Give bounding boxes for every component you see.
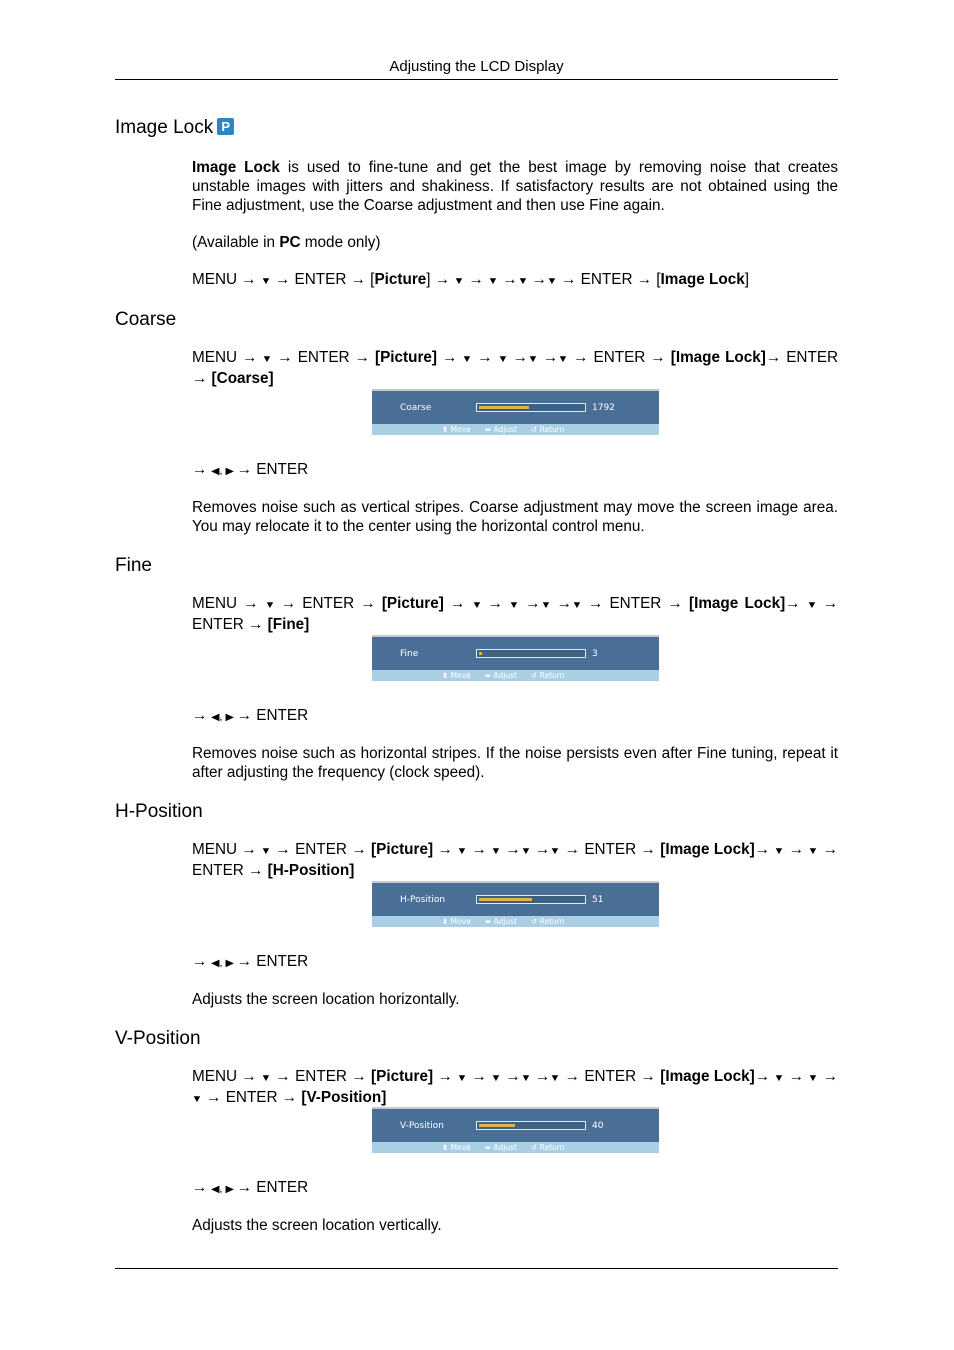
arrow: →	[437, 841, 453, 858]
arrow: →	[471, 841, 487, 858]
down-arrow-icon: ▼	[527, 354, 539, 365]
path-target: [H-Position]	[267, 862, 355, 879]
image-lock-heading	[115, 117, 234, 139]
arrow: →	[587, 595, 604, 612]
path-target: [Coarse]	[211, 370, 274, 387]
down-arrow-icon: ▼	[549, 846, 561, 857]
coarse-menu-path	[192, 348, 838, 388]
down-arrow-icon: ▼	[260, 846, 272, 857]
image-lock-menu-path	[192, 270, 838, 291]
osd-hint-bar	[372, 916, 659, 927]
left-right-arrows-icon: ◀, ▶	[210, 1184, 234, 1195]
down-arrow-icon: ▼	[540, 600, 551, 611]
arrow: →	[242, 349, 258, 366]
arrow: →	[277, 349, 293, 366]
arrow: →	[241, 1068, 257, 1085]
intro-term: Image Lock	[192, 159, 280, 176]
osd-level-fill	[479, 406, 529, 409]
path-enter: ENTER	[609, 595, 662, 612]
osd-level-bar	[476, 403, 586, 412]
osd-level-bar	[476, 649, 586, 658]
fine-menu-path	[192, 594, 838, 634]
path-target: [V-Position]	[301, 1089, 387, 1106]
v-position-adjust-step	[192, 1178, 838, 1199]
down-arrow-icon: ▼	[806, 600, 818, 611]
osd-move-hint: ⬍ Move	[442, 917, 471, 926]
path-enter: ENTER	[295, 1068, 347, 1085]
arrow: →	[275, 1068, 291, 1085]
path-target: [Fine]	[267, 616, 310, 633]
path-image-lock: [Image Lock]	[670, 349, 766, 366]
arrow: →	[206, 1089, 222, 1106]
osd-level-bar	[476, 1121, 586, 1130]
path-enter: ENTER	[786, 349, 839, 366]
arrow: →	[573, 349, 589, 366]
down-arrow-icon: ▼	[508, 600, 520, 611]
osd-value: 3	[592, 649, 598, 659]
path-text: → ENTER → [	[270, 271, 375, 288]
path-picture: [Picture]	[381, 595, 444, 612]
arrow: →	[650, 349, 666, 366]
down-arrow-icon: ▼	[549, 1073, 561, 1084]
down-arrow-icon: ▼	[497, 354, 509, 365]
arrow: →	[765, 349, 782, 366]
path-picture: Picture	[374, 271, 427, 288]
path-text: →	[464, 271, 489, 288]
down-arrow-icon: ▼	[546, 276, 558, 287]
arrow: →	[535, 841, 551, 858]
down-arrow-icon: ▼	[456, 1073, 468, 1084]
arrow: →	[450, 595, 466, 612]
arrow: →	[564, 841, 580, 858]
path-text: → ENTER → [	[556, 271, 661, 288]
arrow: →	[822, 841, 838, 858]
osd-label: H-Position	[400, 895, 446, 905]
down-arrow-icon: ▼	[807, 1073, 819, 1084]
arrow: →	[640, 841, 656, 858]
down-arrow-icon: ▼	[571, 600, 583, 611]
path-enter: ENTER	[584, 841, 637, 858]
down-arrow-icon: ▼	[456, 846, 468, 857]
image-lock-intro	[192, 158, 838, 215]
down-arrow-icon: ▼	[807, 846, 819, 857]
osd-value: 51	[592, 895, 604, 905]
path-menu: MENU	[192, 1068, 238, 1085]
h-position-menu-path	[192, 840, 838, 880]
osd-value: 40	[592, 1121, 604, 1131]
down-arrow-icon: ▼	[264, 600, 276, 611]
path-text: ] →	[426, 271, 455, 288]
step-enter: → ENTER	[232, 1179, 309, 1196]
path-enter: ENTER	[192, 862, 244, 879]
v-position-menu-path	[192, 1067, 838, 1109]
osd-adjust-hint: ⬌ Adjust	[484, 917, 517, 926]
down-arrow-icon: ▼	[490, 1073, 502, 1084]
path-image-lock: [Image Lock]	[660, 841, 755, 858]
path-enter: ENTER	[225, 1089, 278, 1106]
left-right-arrows-icon: ◀, ▶	[210, 958, 234, 969]
down-arrow-icon: ▼	[191, 1094, 203, 1105]
left-right-arrows-icon: ◀, ▶	[210, 712, 234, 723]
avail-pre: (Available in	[192, 234, 280, 251]
down-arrow-icon: ▼	[461, 354, 473, 365]
arrow: →	[248, 862, 264, 879]
left-right-arrows-icon: ◀, ▶	[210, 466, 234, 477]
arrow: →	[477, 349, 493, 366]
down-arrow-icon: ▼	[557, 354, 569, 365]
coarse-osd-screenshot	[372, 389, 659, 437]
osd-label: V-Position	[400, 1121, 444, 1131]
arrow: →	[556, 595, 572, 612]
fine-adjust-step	[192, 706, 838, 727]
path-image-lock: [Image Lock]	[688, 595, 786, 612]
footer-rule	[115, 1268, 838, 1269]
v-position-osd-screenshot	[372, 1107, 659, 1155]
down-arrow-icon: ▼	[520, 1073, 532, 1084]
arrow: →	[437, 1068, 453, 1085]
arrow: →	[192, 707, 208, 724]
osd-label: Fine	[400, 649, 419, 659]
down-arrow-icon: ▼	[261, 354, 273, 365]
path-image-lock: [Image Lock]	[660, 1068, 755, 1085]
down-arrow-icon: ▼	[487, 276, 499, 287]
osd-adjust-hint: ⬌ Adjust	[484, 671, 517, 680]
osd-adjust-hint: ⬌ Adjust	[484, 425, 517, 434]
arrow: →	[243, 595, 259, 612]
path-text: →	[527, 271, 547, 288]
osd-return-hint: ↺ Return	[530, 917, 565, 926]
arrow: →	[248, 616, 264, 633]
arrow: →	[192, 461, 208, 478]
arrow: →	[192, 1179, 208, 1196]
osd-return-hint: ↺ Return	[530, 425, 565, 434]
arrow: →	[667, 595, 683, 612]
fine-description: Removes noise such as horizontal stripes. If the noise persists even after Fine tuning, repeat it after adjusting the frequency (clock speed).	[192, 745, 838, 781]
arrow: →	[192, 953, 208, 970]
path-text: ]	[744, 271, 749, 288]
arrow: →	[788, 1068, 805, 1085]
down-arrow-icon: ▼	[260, 276, 272, 287]
down-arrow-icon: ▼	[517, 276, 528, 287]
arrow: →	[442, 349, 458, 366]
path-text: MENU →	[192, 271, 261, 288]
step-enter: → ENTER	[232, 461, 309, 478]
path-enter: ENTER	[584, 1068, 637, 1085]
osd-move-hint: ⬍ Move	[442, 425, 471, 434]
down-arrow-icon: ▼	[490, 846, 502, 857]
arrow: →	[241, 841, 257, 858]
availability-note	[192, 233, 838, 252]
path-picture: [Picture]	[371, 1068, 434, 1085]
arrow: →	[360, 595, 376, 612]
arrow: →	[280, 595, 297, 612]
fine-heading: Fine	[115, 555, 152, 576]
avail-mode: PC	[279, 234, 301, 251]
path-menu: MENU	[192, 349, 238, 366]
arrow: →	[822, 595, 839, 612]
path-text: →	[497, 271, 518, 288]
arrow: →	[192, 370, 208, 387]
osd-hint-bar	[372, 670, 659, 681]
arrow: →	[525, 595, 541, 612]
step-enter: → ENTER	[232, 953, 309, 970]
h-position-heading: H-Position	[115, 801, 203, 822]
pc-mode-badge-icon: P	[217, 118, 234, 135]
arrow: →	[487, 595, 503, 612]
path-enter: ENTER	[192, 616, 244, 633]
arrow: →	[471, 1068, 487, 1085]
arrow: →	[564, 1068, 580, 1085]
arrow: →	[788, 841, 805, 858]
path-enter: ENTER	[295, 841, 347, 858]
osd-move-hint: ⬍ Move	[442, 671, 471, 680]
image-lock-title: Image Lock	[115, 117, 214, 138]
arrow: →	[754, 1068, 771, 1085]
down-arrow-icon: ▼	[773, 1073, 785, 1084]
down-arrow-icon: ▼	[773, 846, 785, 857]
arrow: →	[542, 349, 559, 366]
down-arrow-icon: ▼	[520, 846, 532, 857]
arrow: →	[505, 1068, 521, 1085]
osd-hint-bar	[372, 1142, 659, 1153]
path-menu: MENU	[192, 595, 238, 612]
arrow: →	[351, 1068, 367, 1085]
osd-move-hint: ⬍ Move	[442, 1143, 471, 1152]
down-arrow-icon: ▼	[260, 1073, 272, 1084]
path-enter: ENTER	[302, 595, 355, 612]
path-image-lock: Image Lock	[660, 271, 745, 288]
h-position-adjust-step	[192, 952, 838, 973]
arrow: →	[822, 1068, 838, 1085]
path-picture: [Picture]	[374, 349, 438, 366]
osd-adjust-hint: ⬌ Adjust	[484, 1143, 517, 1152]
avail-post: mode only)	[300, 234, 381, 251]
osd-hint-bar	[372, 424, 659, 435]
arrow: →	[505, 841, 521, 858]
arrow: →	[535, 1068, 551, 1085]
step-enter: → ENTER	[232, 707, 309, 724]
arrow: →	[354, 349, 370, 366]
osd-level-fill	[479, 652, 482, 655]
path-picture: [Picture]	[371, 841, 434, 858]
osd-level-bar	[476, 895, 586, 904]
coarse-adjust-step	[192, 460, 838, 481]
page-header: Adjusting the LCD Display	[115, 58, 838, 80]
coarse-description: Removes noise such as vertical stripes. Coarse adjustment may move the screen image area. You may relocate it to the center using the horizontal control menu.	[192, 499, 838, 535]
arrow: →	[640, 1068, 656, 1085]
arrow: →	[351, 841, 367, 858]
path-menu: MENU	[192, 841, 238, 858]
arrow: →	[512, 349, 528, 366]
osd-value: 1792	[592, 403, 615, 413]
h-position-description: Adjusts the screen location horizontally.	[192, 991, 460, 1008]
h-position-osd-screenshot	[372, 881, 659, 929]
v-position-heading: V-Position	[115, 1028, 201, 1049]
arrow: →	[281, 1089, 298, 1106]
osd-level-fill	[479, 1124, 515, 1127]
down-arrow-icon: ▼	[453, 276, 465, 287]
osd-level-fill	[479, 898, 532, 901]
coarse-heading: Coarse	[115, 309, 177, 330]
arrow: →	[785, 595, 801, 612]
arrow: →	[275, 841, 291, 858]
osd-label: Coarse	[400, 403, 432, 413]
arrow: →	[754, 841, 771, 858]
fine-osd-screenshot	[372, 635, 659, 683]
intro-text: is used to fine-tune and get the best image by removing noise that creates unstable images with jitters and shakiness. If satisfactory results are not obtained using the Fine adjustment, use the Coarse adjustment and then use Fine again.	[192, 159, 838, 214]
down-arrow-icon: ▼	[471, 600, 482, 611]
osd-return-hint: ↺ Return	[530, 671, 565, 680]
osd-return-hint: ↺ Return	[530, 1143, 565, 1152]
path-enter: ENTER	[297, 349, 350, 366]
path-enter: ENTER	[593, 349, 646, 366]
v-position-description: Adjusts the screen location vertically.	[192, 1217, 442, 1234]
